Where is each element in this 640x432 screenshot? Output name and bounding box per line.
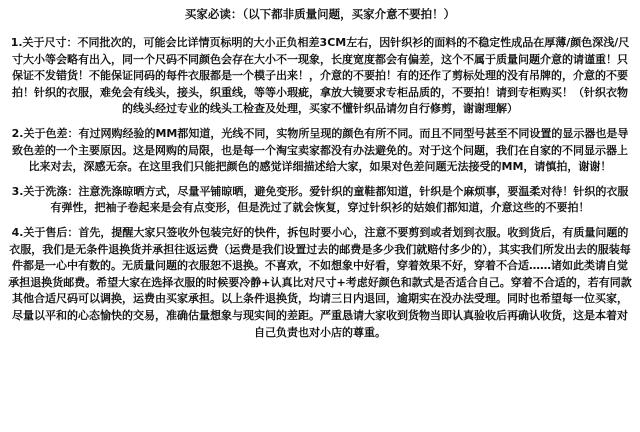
color-note: 2.关于色差：有过网购经验的MM都知道，光线不同，实物所呈现的颜色有所不同。而且不同型号甚至不同设置的显示器也是导致色差的一个主要原因。这是网购的局限，也是每一个淘宝卖家都没有办法避免的。对于这个问题，我们在自家的不同显示器上比来对去，深感无奈。在这里我们只能把颜色的感觉详细描述给大家，如果对色差问题无法接受的MM，请慎拍，谢谢！ [11, 126, 629, 174]
wash-note: 3.关于洗涤：注意洗涤晾晒方式，尽量平铺晾晒，避免变形。爱针织的童鞋都知道，针织是个麻烦事，要温柔对待！针织的衣服有弹性，把袖子卷起来是会有点变形，但是洗过了就会恢复，穿过针织衫的姑娘们都知道，介意这些的不要拍！ [11, 184, 629, 215]
size-note: 1.关于尺寸：不同批次的，可能会比详情页标明的大小正负相差3CM左右，因针织衫的面料的不稳定性成品在厚薄/颜色深浅/尺寸大小等会略有出入，同一个尺码不同颜色会存在大小不一现象，长度宽度都会有偏差，这个不属于质量问题介意的请谨重！只保证不发错货！不能保证同码的每件衣服都是一个模子出来！，介意的不要拍！有的还作了剪标处理的没有吊牌的，介意的不要拍！针织的衣服，难免会有线头，接头，织重线，等等小瑕疵，拿放大镜要求专柜品质的，不要拍！请到专柜购买！（针织衣物的线头经过专业的线头工检查及处理，买家不懂针织品请勿自行修剪，谢谢理解） [10, 36, 630, 116]
after-sales-note: 4.关于售后：首先，提醒大家只签收外包装完好的快件，拆包时要小心，注意不要剪到或者划到衣服。收到货后，有质量问题的衣服，我们是无条件退换货并承担往返运费（运费是我们设置过去的邮费是多少我们就赔付多少的），其实我们所发出去的服装每件都是一心中有数的。无质量问题的衣服恕不退换。不喜欢，不如想象中好看，穿着效果不好，穿着不合适……诸如此类请自觉承担退换货邮费。希望大家在选择衣服的时候要冷静+认真比对尺寸+考虑好颜色和款式是否适合自己。穿着不合适的，若有同款其他合适尺码可以调换，运费由买家承担。以上条件退换货，均请三日内退回，逾期实在没办法受理。同时也希望每一位买家，尽量以平和的心态愉快的交易，准确估量想象与现实间的差距。严重恳请大家收到货物当即认真验收后再确认收货，这是本着对自己负责也对小店的尊重。 [8, 225, 632, 339]
notice-title: 买家必读：（以下都非质量问题，买家介意不要拍！） [184, 7, 456, 21]
